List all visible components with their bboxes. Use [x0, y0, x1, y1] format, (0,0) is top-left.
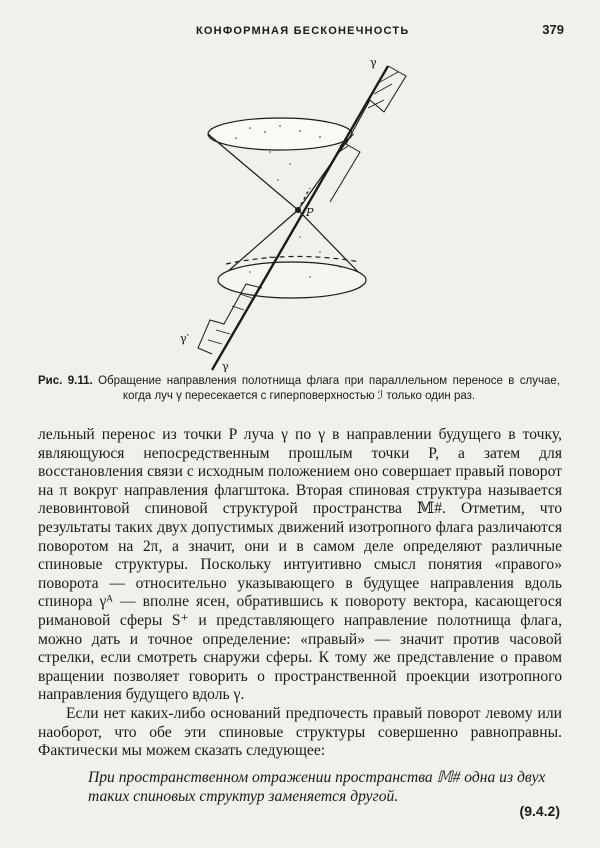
- ray-gamma: [212, 66, 388, 370]
- paragraph-1: лельный перенос из точки P луча γ по γ в направлении будущего в точку, являющуюся непосредственным прошлым точки P, а затем для восстановления связи с исходным положением оно совершает правый поворот на π вокруг направления флагштока. Вторая спиновая структура называется левовинтовой спиновой структурой пространства 𝕄#. Отметим, что результаты таких двух допустимых движений изотропного флага различаются поворотом на 2π, а значит, они и в самом деле определяют различные спиновые структуры. Поскольку интуитивно смысл понятия «правого» поворота — относительно указывающего в будущее направления вдоль спинора γᴬ — вполне ясен, обратившись к повороту вектора, касающегося римановой сферы S⁺ и представляющего направление полотнища флага, можно дать и точное определение: «правый» — значит против часовой стрелки, если смотреть снаружи сферы. К тому же представление о правом вращении позволяет говорить о пространственной проекции изотропного направления будущего вдоль γ.: [38, 426, 562, 704]
- caption-label: Рис. 9.11.: [38, 375, 93, 387]
- theorem-statement: При пространственном отражении пространства 𝕄# одна из двух таких спиновых структур заменяется другой.: [88, 769, 546, 805]
- double-cone-diagram: [170, 52, 420, 372]
- page-number: 379: [542, 22, 564, 37]
- label-gamma-top: γ: [370, 56, 377, 69]
- point-P: [295, 207, 301, 213]
- running-head: КОНФОРМНАЯ БЕСКОНЕЧНОСТЬ: [196, 25, 410, 37]
- figure-caption: [38, 374, 560, 404]
- label-gamma-prime: γ′: [180, 332, 190, 345]
- lower-cone-rim: [218, 262, 366, 298]
- page-header: [196, 22, 564, 37]
- upper-cone-rim: [208, 118, 352, 150]
- label-gamma-bottom: γ: [222, 360, 229, 372]
- caption-text: Обращение направления полотнища флага при параллельном переносе в случае, когда луч γ пересекается с гиперповерхностью ℐ только один раз.: [92, 375, 560, 402]
- equation-number: (9.4.2): [519, 803, 560, 819]
- paragraph-2: Если нет каких-либо оснований предпочесть правый поворот левому или наоборот, что обе эти спиновые структуры совершенно равноправны. Фактически мы можем сказать следующее:: [38, 704, 562, 760]
- main-text: [38, 426, 562, 761]
- figure-9-11: [170, 52, 420, 372]
- label-P: P: [306, 206, 314, 219]
